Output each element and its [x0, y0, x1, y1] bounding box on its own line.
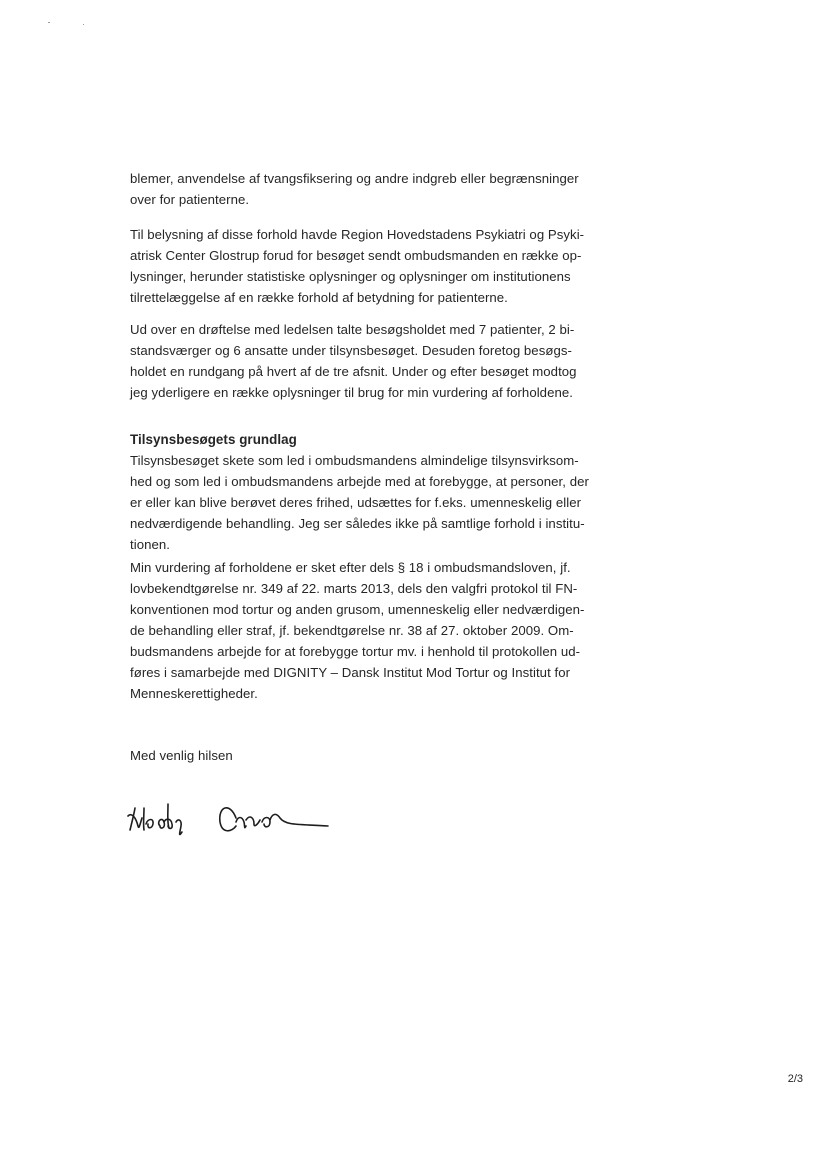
closing-block — [130, 745, 610, 766]
text-line: nedværdigende behandling. Jeg ser således ikke på samtlige forhold i institu- — [130, 516, 585, 531]
text-line: lysninger, herunder statistiske oplysninger og oplysninger om institutionens — [130, 269, 571, 284]
text-line: Til belysning af disse forhold havde Region Hovedstadens Psykiatri og Psyki- — [130, 227, 585, 242]
handwritten-signature — [124, 796, 336, 848]
paragraph-1 — [130, 168, 610, 210]
text-line: blemer, anvendelse af tvangsfiksering og andre indgreb eller begrænsninger — [130, 171, 579, 186]
paragraph-3 — [130, 319, 610, 403]
text-line: tionen. — [130, 537, 170, 552]
text-line: konventionen mod tortur og anden grusom, umenneskelig eller nedværdigen- — [130, 602, 585, 617]
page-number: 2/3 — [787, 1073, 803, 1085]
text-line: tilrettelæggelse af en række forhold af betydning for patienterne. — [130, 290, 508, 305]
text-line: de behandling eller straf, jf. bekendtgørelse nr. 38 af 27. oktober 2009. Om- — [130, 623, 574, 638]
text-line: jeg yderligere en række oplysninger til brug for min vurdering af forholdene. — [130, 385, 573, 400]
text-line: budsmandens arbejde for at forebygge tortur mv. i henhold til protokollen ud- — [130, 644, 581, 659]
text-line: holdet en rundgang på hvert af de tre afsnit. Under og efter besøget modtog — [130, 364, 577, 379]
text-line: atrisk Center Glostrup forud for besøget sendt ombudsmanden en række op- — [130, 248, 582, 263]
scan-speck — [48, 22, 50, 23]
paragraph-2 — [130, 224, 610, 308]
text-line: lovbekendtgørelse nr. 349 af 22. marts 2013, dels den valgfri protokol til FN- — [130, 581, 578, 596]
text-line: standsværger og 6 ansatte under tilsynsbesøget. Desuden foretog besøgs- — [130, 343, 572, 358]
closing-text: Med venlig hilsen — [130, 748, 233, 763]
text-line: over for patienterne. — [130, 192, 250, 207]
section-heading: Tilsynsbesøgets grundlag — [130, 432, 297, 447]
text-line: Menneskerettigheder. — [130, 686, 258, 701]
text-line: Tilsynsbesøget skete som led i ombudsmandens almindelige tilsynsvirksom- — [130, 453, 579, 468]
text-line: Min vurdering af forholdene er sket efter dels § 18 i ombudsmandsloven, jf. — [130, 560, 571, 575]
text-line: føres i samarbejde med DIGNITY – Dansk Institut Mod Tortur og Institut for — [130, 665, 571, 680]
text-line: hed og som led i ombudsmandens arbejde med at forebygge, at personer, der — [130, 474, 589, 489]
text-line: er eller kan blive berøvet deres frihed, udsættes for f.eks. umenneskelig eller — [130, 495, 582, 510]
paragraph-5 — [130, 557, 610, 704]
text-line: Ud over en drøftelse med ledelsen talte besøgsholdet med 7 patienter, 2 bi- — [130, 322, 575, 337]
scan-speck — [83, 24, 84, 25]
section-grundlag — [130, 429, 610, 555]
